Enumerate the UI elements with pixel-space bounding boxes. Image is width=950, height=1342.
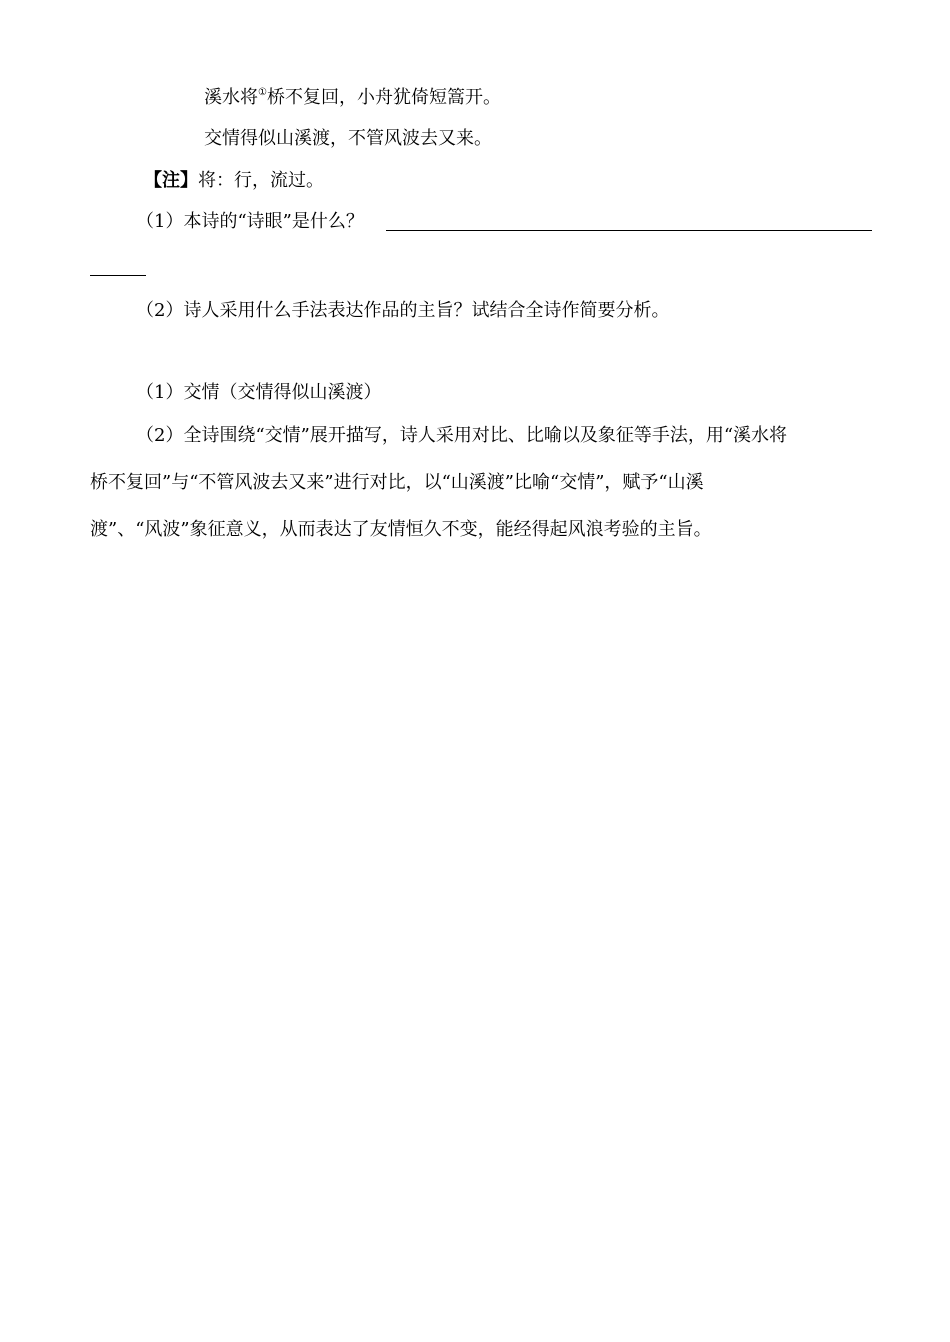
poem-line-1-before: 溪水将	[204, 87, 258, 108]
annotation-note	[144, 172, 324, 190]
answer-blank-line	[386, 230, 872, 231]
question-1: （1）本诗的“诗眼”是什么？	[136, 211, 364, 232]
answer-blank-line-continued	[90, 275, 146, 276]
footnote-marker: ①	[258, 87, 267, 98]
answer-2-line-1: （2）全诗围绕“交情”展开描写，诗人采用对比、比喻以及象征等手法，用“溪水将	[136, 425, 788, 446]
answer-2-line-3: 渡”、“风波”象征意义，从而表达了友情恒久不变，能经得起风浪考验的主旨。	[90, 519, 712, 540]
poem-line-1	[204, 88, 501, 107]
answer-2-line-2: 桥不复回”与“不管风波去又来”进行对比，以“山溪渡”比喻“交情”，赋予“山溪	[90, 472, 704, 493]
poem-line-2: 交情得似山溪渡，不管风波去又来。	[204, 128, 492, 149]
poem-line-1-after: 桥不复回，小舟犹倚短篙开。	[266, 87, 501, 108]
annotation-label: 【注】	[144, 170, 198, 191]
question-2: （2）诗人采用什么手法表达作品的主旨？试结合全诗作简要分析。	[136, 300, 670, 321]
annotation-text: 将：行，流过。	[198, 170, 324, 191]
answer-1: （1）交情（交情得似山溪渡）	[136, 382, 382, 403]
